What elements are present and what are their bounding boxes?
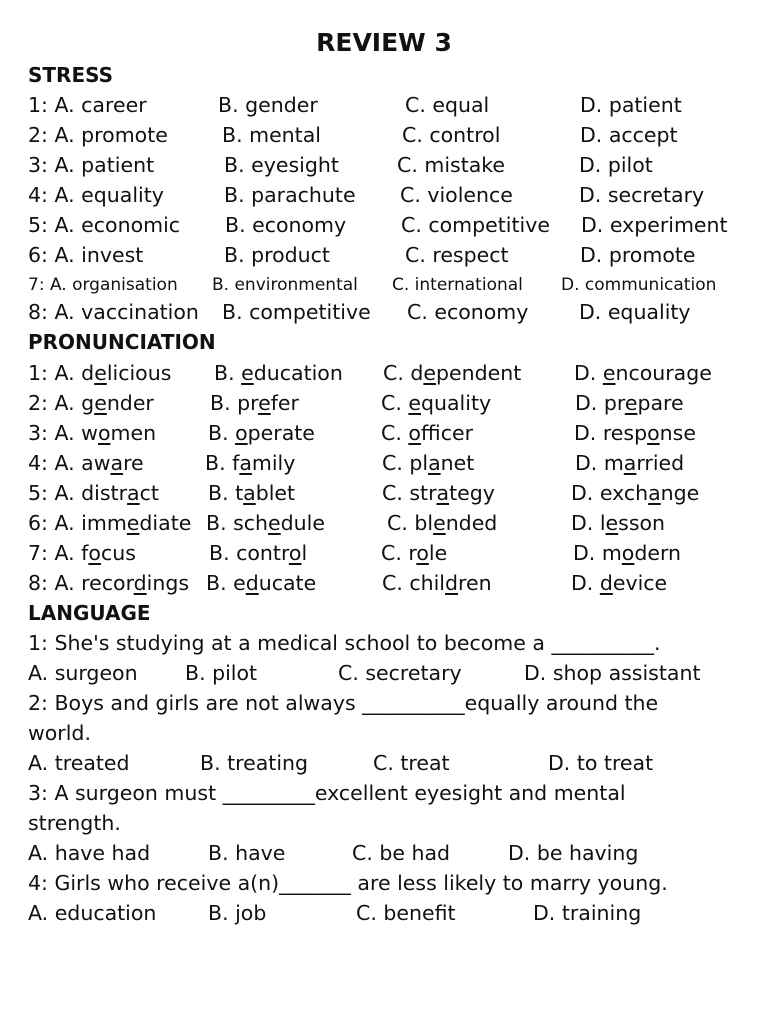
option-text: ct: [139, 481, 159, 505]
option-text: blet: [255, 481, 296, 505]
pronunciation-option-c[interactable]: [381, 388, 491, 418]
option-text: ings: [146, 571, 190, 595]
stress-option-c[interactable]: C. economy: [407, 300, 529, 324]
option-d[interactable]: D. training: [533, 901, 642, 925]
pronunciation-option-c[interactable]: [382, 568, 492, 598]
underlined-letter: a: [110, 451, 124, 475]
option-text: B.: [208, 421, 236, 445]
underlined-letter: e: [268, 511, 281, 535]
underlined-letter: a: [428, 451, 441, 475]
option-text: ncourage: [615, 361, 712, 385]
pronunciation-option-a[interactable]: [28, 568, 189, 598]
option-d[interactable]: D. to treat: [548, 751, 654, 775]
pronunciation-option-d[interactable]: [573, 538, 681, 568]
option-text: nder: [106, 391, 154, 415]
pronunciation-option-b[interactable]: [210, 388, 299, 418]
option-text: 6: A. imm: [28, 511, 127, 535]
option-text: D.: [574, 361, 603, 385]
option-text: ducation: [253, 361, 343, 385]
stress-option-c[interactable]: C. international: [392, 275, 523, 295]
option-text: C. bl: [387, 511, 434, 535]
stress-option-a[interactable]: 3: A. patient: [28, 153, 155, 177]
underlined-letter: e: [94, 391, 107, 415]
stress-option-c[interactable]: C. violence: [400, 183, 513, 207]
pronunciation-option-a[interactable]: [28, 418, 156, 448]
option-d[interactable]: D. be having: [508, 841, 639, 865]
option-text: B. t: [208, 481, 244, 505]
option-text: 4: A. aw: [28, 451, 111, 475]
option-text: pendent: [435, 361, 522, 385]
underlined-letter: o: [88, 541, 101, 565]
option-a[interactable]: A. surgeon: [28, 661, 138, 685]
stress-option-d[interactable]: D. pilot: [579, 153, 653, 177]
stress-option-b[interactable]: B. product: [224, 243, 330, 267]
pronunciation-option-d[interactable]: [575, 388, 684, 418]
underlined-letter: e: [602, 361, 616, 385]
stress-option-b[interactable]: B. gender: [218, 93, 318, 117]
question-1: 1: She's studying at a medical school to become a __________.: [28, 631, 661, 655]
pronunciation-option-b[interactable]: [206, 508, 325, 538]
stress-option-a[interactable]: 5: A. economic: [28, 213, 181, 237]
pronunciation-heading: PRONUNCIATION: [28, 330, 216, 354]
page-title: REVIEW 3: [316, 28, 452, 57]
option-text: nse: [659, 421, 696, 445]
option-text: pare: [637, 391, 684, 415]
pronunciation-option-a[interactable]: [28, 508, 191, 538]
pronunciation-option-c[interactable]: [381, 418, 473, 448]
stress-option-c[interactable]: C. respect: [405, 243, 509, 267]
question-3-line-2: strength.: [28, 811, 121, 835]
option-text: B. contr: [209, 541, 289, 565]
question-4: 4: Girls who receive a(n)_______ are less likely to marry young.: [28, 871, 668, 895]
option-text: D. m: [573, 541, 622, 565]
pronunciation-option-c[interactable]: [382, 448, 474, 478]
stress-option-a[interactable]: 8: A. vaccination: [28, 300, 199, 324]
option-text: C.: [381, 391, 409, 415]
stress-option-a[interactable]: 6: A. invest: [28, 243, 144, 267]
option-text: 1: A. d: [28, 361, 95, 385]
stress-option-d[interactable]: D. promote: [580, 243, 696, 267]
underlined-letter: e: [423, 361, 436, 385]
underlined-letter: o: [97, 421, 111, 445]
option-c[interactable]: C. treat: [373, 751, 450, 775]
option-text: C. pl: [382, 451, 429, 475]
pronunciation-option-d[interactable]: [571, 508, 665, 538]
underlined-letter: d: [599, 571, 613, 595]
stress-option-c[interactable]: C. mistake: [397, 153, 506, 177]
option-text: B. f: [205, 451, 240, 475]
pronunciation-option-b[interactable]: [205, 448, 295, 478]
option-text: C. str: [382, 481, 437, 505]
option-text: B. pr: [210, 391, 259, 415]
stress-option-b[interactable]: B. competitive: [222, 300, 371, 324]
option-d[interactable]: D. shop assistant: [524, 661, 701, 685]
option-text: D. exch: [571, 481, 649, 505]
pronunciation-option-a[interactable]: [28, 358, 171, 388]
underlined-letter: o: [621, 541, 635, 565]
underlined-letter: e: [258, 391, 271, 415]
option-text: fer: [270, 391, 299, 415]
pronunciation-option-c[interactable]: [382, 478, 495, 508]
underlined-letter: o: [288, 541, 302, 565]
option-text: C.: [381, 421, 409, 445]
underlined-letter: d: [245, 571, 259, 595]
pronunciation-option-c[interactable]: [383, 358, 521, 388]
pronunciation-option-b[interactable]: [208, 478, 295, 508]
option-b[interactable]: B. have: [208, 841, 286, 865]
option-text: evice: [612, 571, 668, 595]
stress-option-d[interactable]: D. communication: [561, 275, 717, 295]
pronunciation-option-b[interactable]: [206, 568, 316, 598]
pronunciation-option-d[interactable]: [571, 478, 699, 508]
option-text: D.: [571, 571, 600, 595]
stress-option-d[interactable]: D. equality: [579, 300, 691, 324]
underlined-letter: o: [235, 421, 248, 445]
option-text: ucate: [258, 571, 317, 595]
option-text: fficer: [420, 421, 474, 445]
underlined-letter: a: [436, 481, 450, 505]
underlined-letter: a: [127, 481, 140, 505]
pronunciation-option-c[interactable]: [387, 508, 497, 538]
stress-option-c[interactable]: C. control: [402, 123, 501, 147]
underlined-letter: a: [239, 451, 252, 475]
option-text: nge: [660, 481, 700, 505]
underlined-letter: a: [648, 481, 661, 505]
stress-option-a[interactable]: 4: A. equality: [28, 183, 164, 207]
option-a[interactable]: A. education: [28, 901, 157, 925]
option-text: B.: [214, 361, 242, 385]
option-b[interactable]: B. pilot: [185, 661, 258, 685]
stress-option-b[interactable]: B. parachute: [224, 183, 356, 207]
option-text: D. resp: [574, 421, 648, 445]
option-b[interactable]: B. job: [208, 901, 267, 925]
option-text: dule: [280, 511, 325, 535]
option-text: C. chil: [382, 571, 446, 595]
option-text: D. m: [575, 451, 624, 475]
option-text: D. l: [571, 511, 606, 535]
option-text: B. e: [206, 571, 246, 595]
option-text: net: [440, 451, 475, 475]
stress-option-a[interactable]: 1: A. career: [28, 93, 147, 117]
option-a[interactable]: A. treated: [28, 751, 130, 775]
pronunciation-option-b[interactable]: [214, 358, 343, 388]
stress-heading: STRESS: [28, 63, 114, 87]
option-a[interactable]: A. have had: [28, 841, 151, 865]
pronunciation-option-c[interactable]: [381, 538, 447, 568]
pronunciation-option-a[interactable]: [28, 478, 159, 508]
pronunciation-option-a[interactable]: [28, 448, 144, 478]
question-3-line-1: 3: A surgeon must _________excellent eyesight and mental: [28, 781, 626, 805]
option-text: B. sch: [206, 511, 269, 535]
stress-option-b[interactable]: B. economy: [225, 213, 347, 237]
stress-option-c[interactable]: C. competitive: [401, 213, 550, 237]
stress-option-a[interactable]: 2: A. promote: [28, 123, 168, 147]
underlined-letter: e: [408, 391, 421, 415]
option-text: rried: [636, 451, 685, 475]
option-text: men: [110, 421, 157, 445]
stress-option-a[interactable]: 7: A. organisation: [28, 275, 178, 295]
underlined-letter: e: [605, 511, 619, 535]
underlined-letter: e: [241, 361, 254, 385]
pronunciation-option-d[interactable]: [575, 448, 684, 478]
underlined-letter: e: [126, 511, 140, 535]
stress-option-c[interactable]: C. equal: [405, 93, 490, 117]
stress-option-d[interactable]: D. accept: [580, 123, 678, 147]
option-text: 3: A. w: [28, 421, 98, 445]
stress-option-b[interactable]: B. environmental: [212, 275, 358, 295]
option-text: 7: A. f: [28, 541, 89, 565]
pronunciation-option-d[interactable]: [571, 568, 667, 598]
stress-option-d[interactable]: D. patient: [580, 93, 682, 117]
option-text: 8: A. recor: [28, 571, 134, 595]
option-text: cus: [100, 541, 136, 565]
pronunciation-option-a[interactable]: [28, 538, 136, 568]
option-text: re: [123, 451, 144, 475]
option-text: tegy: [449, 481, 495, 505]
option-text: mily: [251, 451, 296, 475]
option-text: sson: [618, 511, 666, 535]
language-heading: LANGUAGE: [28, 601, 151, 625]
underlined-letter: d: [133, 571, 147, 595]
option-text: ren: [458, 571, 492, 595]
option-b[interactable]: B. treating: [200, 751, 309, 775]
option-text: 5: A. distr: [28, 481, 128, 505]
option-c[interactable]: C. be had: [352, 841, 451, 865]
option-text: C. r: [381, 541, 417, 565]
pronunciation-option-a[interactable]: [28, 388, 154, 418]
option-text: nded: [445, 511, 498, 535]
pronunciation-option-d[interactable]: [574, 358, 712, 388]
underlined-letter: a: [623, 451, 637, 475]
underlined-letter: o: [416, 541, 429, 565]
stress-option-b[interactable]: B. mental: [222, 123, 321, 147]
underlined-letter: d: [445, 571, 459, 595]
pronunciation-option-b[interactable]: [208, 418, 315, 448]
option-text: le: [428, 541, 448, 565]
option-text: perate: [247, 421, 315, 445]
underlined-letter: a: [243, 481, 256, 505]
underlined-letter: o: [408, 421, 421, 445]
underlined-letter: e: [433, 511, 446, 535]
option-text: licious: [106, 361, 172, 385]
option-text: dern: [634, 541, 682, 565]
option-text: D. pr: [575, 391, 625, 415]
option-text: C. d: [383, 361, 424, 385]
underlined-letter: o: [647, 421, 660, 445]
question-2-line-1: 2: Boys and girls are not always __________equally around the: [28, 691, 659, 715]
underlined-letter: e: [624, 391, 638, 415]
stress-option-d[interactable]: D. experiment: [581, 213, 728, 237]
option-text: quality: [420, 391, 492, 415]
underlined-letter: e: [94, 361, 107, 385]
pronunciation-option-b[interactable]: [209, 538, 307, 568]
question-2-line-2: world.: [28, 721, 91, 745]
pronunciation-option-d[interactable]: [574, 418, 696, 448]
option-text: diate: [139, 511, 192, 535]
stress-option-b[interactable]: B. eyesight: [224, 153, 339, 177]
option-text: 2: A. g: [28, 391, 95, 415]
stress-option-d[interactable]: D. secretary: [579, 183, 705, 207]
option-c[interactable]: C. benefit: [356, 901, 456, 925]
option-c[interactable]: C. secretary: [338, 661, 462, 685]
option-text: l: [301, 541, 308, 565]
